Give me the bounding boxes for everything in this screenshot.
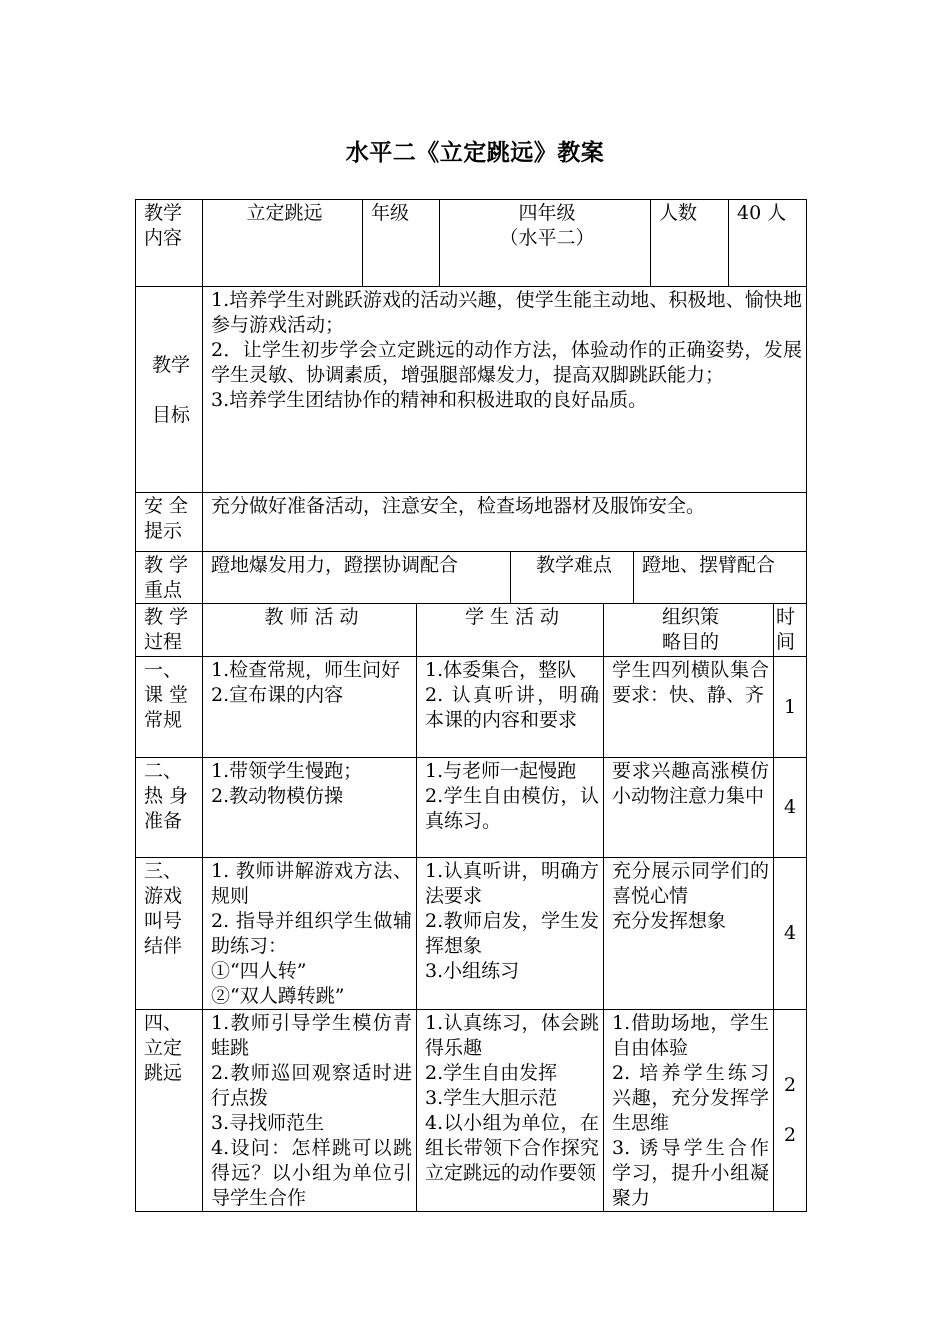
table-row: [136, 1010, 807, 1212]
lesson-info-table: [135, 199, 807, 287]
teacher-cell: 1.带领学生慢跑； 2.教动物模仿操: [203, 758, 417, 858]
purpose-header: 组织策 略目的: [604, 604, 774, 657]
difficulty-label: 教学难点: [511, 552, 634, 604]
safety-table: [135, 492, 807, 552]
objectives-text: 1.培养学生对跳跃游戏的活动兴趣，使学生能主动地、积极地、愉快地参与游戏活动； 2．让学生初步学会立定跳远的动作方法，体验动作的正确姿势，发展学生灵敏、协调素质，增强腿部爆发力，提高双脚跳跃能力； 3.培养学生团结协作的精神和积极进取的良好品质。: [203, 287, 807, 493]
focus-table: [135, 551, 807, 604]
student-header: 学 生 活 动: [417, 604, 604, 657]
safety-text: 充分做好准备活动，注意安全，检查场地器材及服饰安全。: [203, 493, 807, 552]
grade-label: 年级: [363, 200, 440, 287]
stage-cell: 三、 游戏 叫号 结伴: [136, 858, 203, 1010]
table-row: [136, 758, 807, 858]
purpose-cell: 充分展示同学们的喜悦心情 充分发挥想象: [604, 858, 774, 1010]
count-value: 40 人: [729, 200, 807, 287]
time-cell: 4: [774, 758, 807, 858]
document-title: 水平二《立定跳远》教案: [345, 140, 605, 166]
teacher-header: 教 师 活 动: [203, 604, 417, 657]
table-row: [136, 858, 807, 1010]
purpose-cell: 要求兴趣高涨模仿小动物注意力集中: [604, 758, 774, 858]
purpose-cell: 学生四列横队集合要求：快、静、齐: [604, 657, 774, 758]
purpose-cell: 1.借助场地，学生自由体验 2. 培养学生练习兴趣，充分发挥学生思维 3. 诱导学生合作学习，提升小组凝聚力: [604, 1010, 774, 1212]
process-table: [135, 603, 807, 1212]
teacher-cell: 1.教师引导学生模仿青蛙跳 2.教师巡回观察适时进行点拨 3.寻找师范生 4.设问：怎样跳可以跳得远？以小组为单位引导学生合作: [203, 1010, 417, 1212]
time-header: 时 间: [774, 604, 807, 657]
table-row: [136, 657, 807, 758]
content-label: 教学 内容: [136, 200, 203, 287]
student-cell: 1.与老师一起慢跑 2.学生自由模仿，认真练习。: [417, 758, 604, 858]
time-cell: 1: [774, 657, 807, 758]
student-cell: 1.认真听讲，明确方法要求 2.教师启发，学生发挥想象 3.小组练习: [417, 858, 604, 1010]
student-cell: 1.体委集合，整队 2. 认真听讲，明确本课的内容和要求: [417, 657, 604, 758]
difficulty-text: 蹬地、摆臂配合: [634, 552, 807, 604]
count-label: 人数: [651, 200, 729, 287]
content-value: 立定跳远: [203, 200, 363, 287]
stage-cell: 二、 热 身 准备: [136, 758, 203, 858]
objectives-label: 教学 目标: [136, 287, 203, 493]
focus-text: 蹬地爆发用力，蹬摆协调配合: [203, 552, 511, 604]
teacher-cell: 1. 教师讲解游戏方法、规则 2. 指导并组织学生做辅助练习： ①“四人转” ②“双人蹲转跳”: [203, 858, 417, 1010]
grade-value: 四年级 （水平二）: [440, 200, 651, 287]
stage-header: 教 学 过程: [136, 604, 203, 657]
process-header-row: [136, 604, 807, 657]
safety-label: 安 全 提示: [136, 493, 203, 552]
objectives-table: [135, 286, 807, 493]
stage-cell: 四、 立定 跳远: [136, 1010, 203, 1212]
student-cell: 1.认真练习，体会跳得乐趣 2.学生自由发挥 3.学生大胆示范 4.以小组为单位，在组长带领下合作探究立定跳远的动作要领: [417, 1010, 604, 1212]
time-cell: 2 2: [774, 1010, 807, 1212]
time-cell: 4: [774, 858, 807, 1010]
teacher-cell: 1.检查常规，师生问好 2.宣布课的内容: [203, 657, 417, 758]
stage-cell: 一、 课 堂 常规: [136, 657, 203, 758]
focus-label: 教 学 重点: [136, 552, 203, 604]
